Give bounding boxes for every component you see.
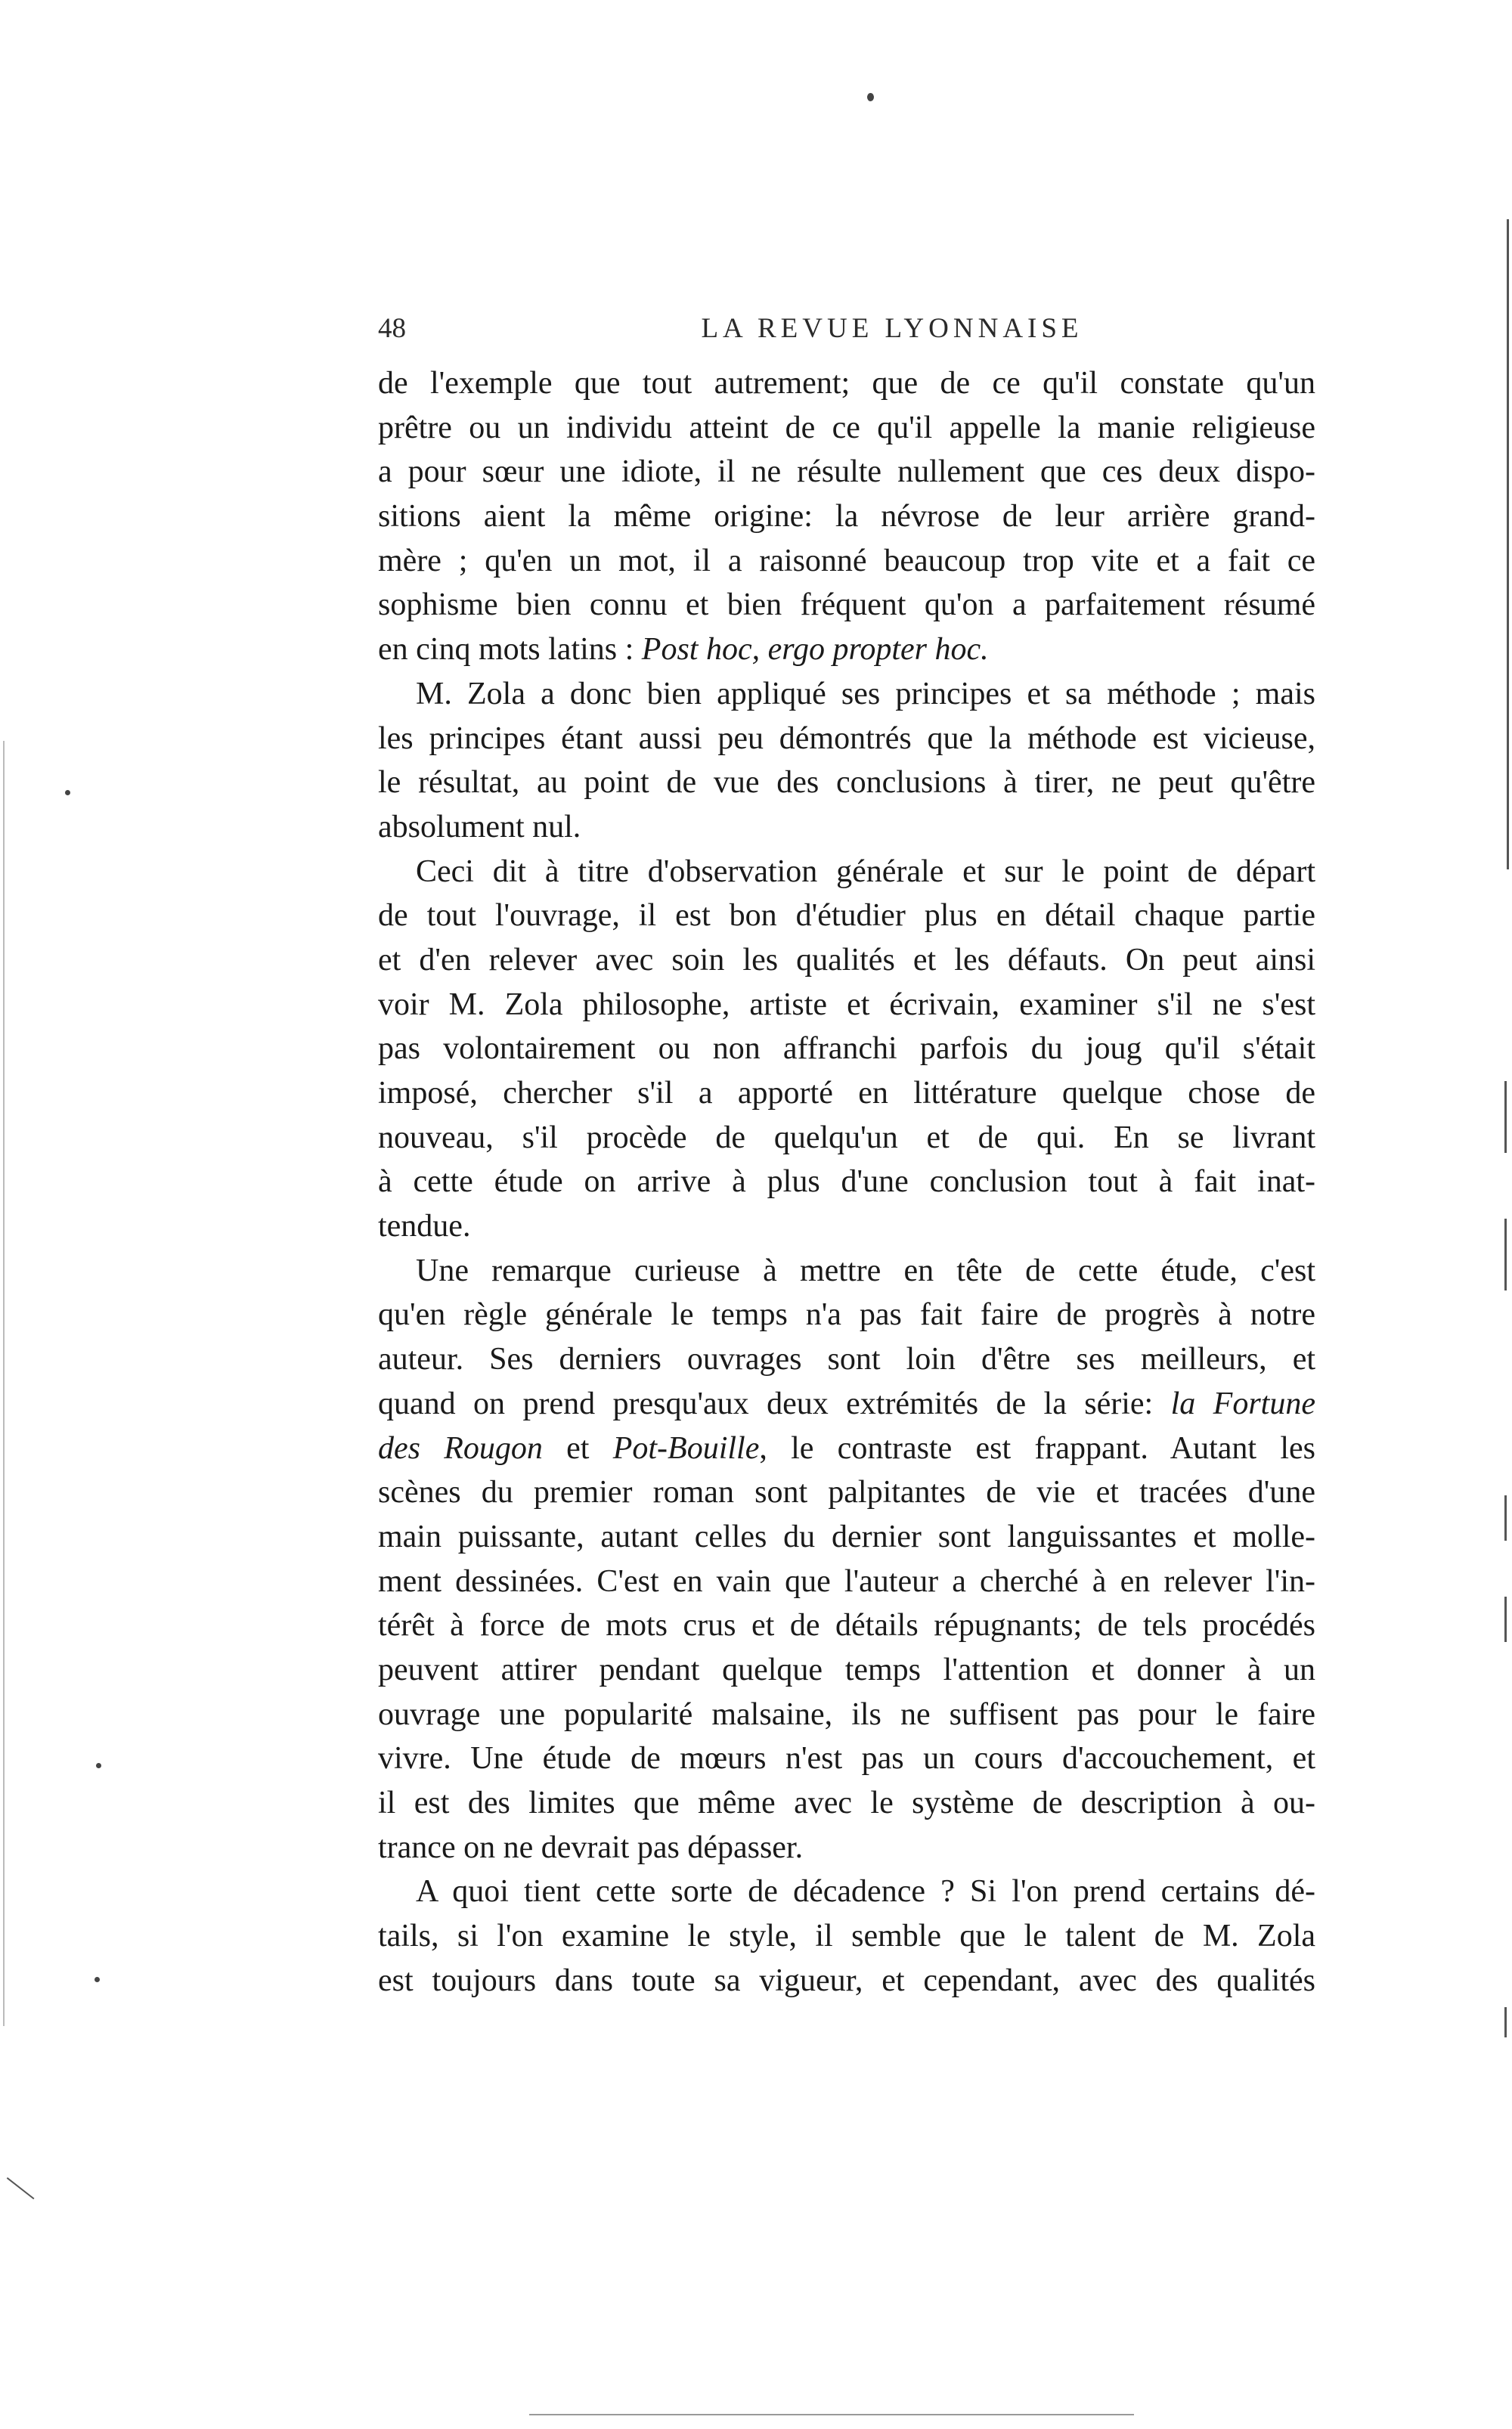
text-line: M. Zola a donc bien appliqué ses principes et sa méthode ; mais [416, 676, 1315, 711]
scan-speck [867, 93, 874, 101]
text-line: a pour sœur une idiote, il ne résulte nullement que ces deux dispo- [378, 454, 1315, 490]
book-title-pot-bouille: Pot-Bouille [612, 1430, 760, 1466]
text-line [378, 627, 1315, 672]
text-line: mère ; qu'en un mot, il a raisonné beaucoup trop vite et a fait ce [378, 543, 1315, 578]
text-line: et d'en relever avec soin les qualités et les défauts. On peut ainsi [378, 942, 1315, 977]
text-line: térêt à force de mots crus et de détails répugnants; de tels procédés [378, 1608, 1315, 1644]
text-line: tendue. [378, 1209, 471, 1244]
text-line: le résultat, au point de vue des conclusions à tirer, ne peut qu'être [378, 765, 1315, 801]
scan-edge-line [1504, 1081, 1507, 1153]
text-line: auteur. Ses derniers ouvrages sont loin d'être ses meilleurs, et [378, 1342, 1315, 1377]
scan-edge-line [1507, 219, 1509, 869]
journal-title: LA REVUE LYONNAISE [701, 313, 1083, 344]
text-line: est toujours dans toute sa vigueur, et cependant, avec des qualités [378, 1963, 1315, 1998]
text-line: voir M. Zola philosophe, artiste et écrivain, examiner s'il ne s'est [378, 987, 1315, 1022]
text-line: il est des limites que même avec le système de description à ou- [378, 1786, 1315, 1820]
text-line: qu'en règle générale le temps n'a pas fait faire de progrès à notre [378, 1297, 1315, 1333]
text-line: nouveau, s'il procède de quelqu'un et de qui. En se livrant [378, 1120, 1315, 1155]
scan-speck [96, 1763, 101, 1768]
scan-speck [65, 790, 70, 795]
book-title-fortune: la Fortune [1170, 1386, 1315, 1421]
latin-phrase: Post hoc, ergo propter hoc. [641, 632, 989, 668]
text-line: de l'exemple que tout autrement; que de ce qu'il constate qu'un [378, 366, 1315, 401]
scan-edge-line [1504, 1597, 1507, 1642]
text-run: quand on prend presqu'aux deux extrémités de la série: [378, 1386, 1171, 1421]
scan-bottom-rule [529, 2414, 1134, 2415]
page-number: 48 [378, 313, 406, 344]
text-run: en cinq mots latins : [378, 632, 642, 668]
text-line: ment dessinées. C'est en vain que l'auteur a cherché à en relever l'in- [378, 1563, 1315, 1599]
running-head [378, 306, 1315, 352]
text-line: les principes étant aussi peu démontrés que la méthode est vicieuse, [378, 720, 1315, 756]
text-run: et [542, 1430, 613, 1466]
text-line [378, 1427, 1315, 1471]
scan-edge-line [3, 741, 5, 2026]
text-line: vivre. Une étude de mœurs n'est pas un cours d'accouchement, et [378, 1741, 1315, 1777]
text-line: absolument nul. [378, 809, 581, 844]
text-line: sophisme bien connu et bien fréquent qu'on a parfaitement résumé [378, 587, 1315, 623]
text-line: main puissante, autant celles du dernier sont languissantes et molle- [378, 1519, 1315, 1554]
text-line: imposé, chercher s'il a apporté en littérature quelque chose de [378, 1076, 1315, 1111]
body-text [378, 361, 1315, 2003]
text-line: Ceci dit à titre d'observation générale et sur le point de départ [416, 854, 1315, 889]
text-line: tails, si l'on examine le style, il semble que le talent de M. Zola [378, 1919, 1315, 1954]
scan-speck [94, 1977, 100, 1982]
text-line: trance on ne devrait pas dépasser. [378, 1829, 804, 1865]
scan-edge-line [1504, 1495, 1507, 1541]
text-line: de tout l'ouvrage, il est bon d'étudier plus en détail chaque partie [378, 898, 1315, 934]
scan-edge-line [1504, 2007, 1507, 2037]
text-line: sitions aient la même origine: la névrose de leur arrière grand- [378, 499, 1315, 534]
book-title-rougon: des Rougon [378, 1430, 543, 1466]
text-line: scènes du premier roman sont palpitantes de vie et tracées d'une [378, 1475, 1315, 1510]
text-line [378, 1382, 1315, 1427]
text-line: Une remarque curieuse à mettre en tête de cette étude, c'est [416, 1253, 1315, 1288]
text-line: A quoi tient cette sorte de décadence ? Si l'on prend certains dé- [416, 1874, 1315, 1910]
scan-corner-stroke [7, 2177, 35, 2199]
text-line: ouvrage une popularité malsaine, ils ne suffisent pas pour le faire [378, 1696, 1315, 1732]
text-line: prêtre ou un individu atteint de ce qu'il appelle la manie religieuse [378, 410, 1315, 445]
text-run: , le contraste est frappant. Autant les [759, 1430, 1315, 1466]
text-line: pas volontairement ou non affranchi parfois du joug qu'il s'était [378, 1031, 1315, 1067]
scan-edge-line [1504, 1219, 1507, 1290]
text-line: peuvent attirer pendant quelque temps l'attention et donner à un [378, 1652, 1315, 1687]
text-line: à cette étude on arrive à plus d'une conclusion tout à fait inat- [378, 1164, 1315, 1200]
